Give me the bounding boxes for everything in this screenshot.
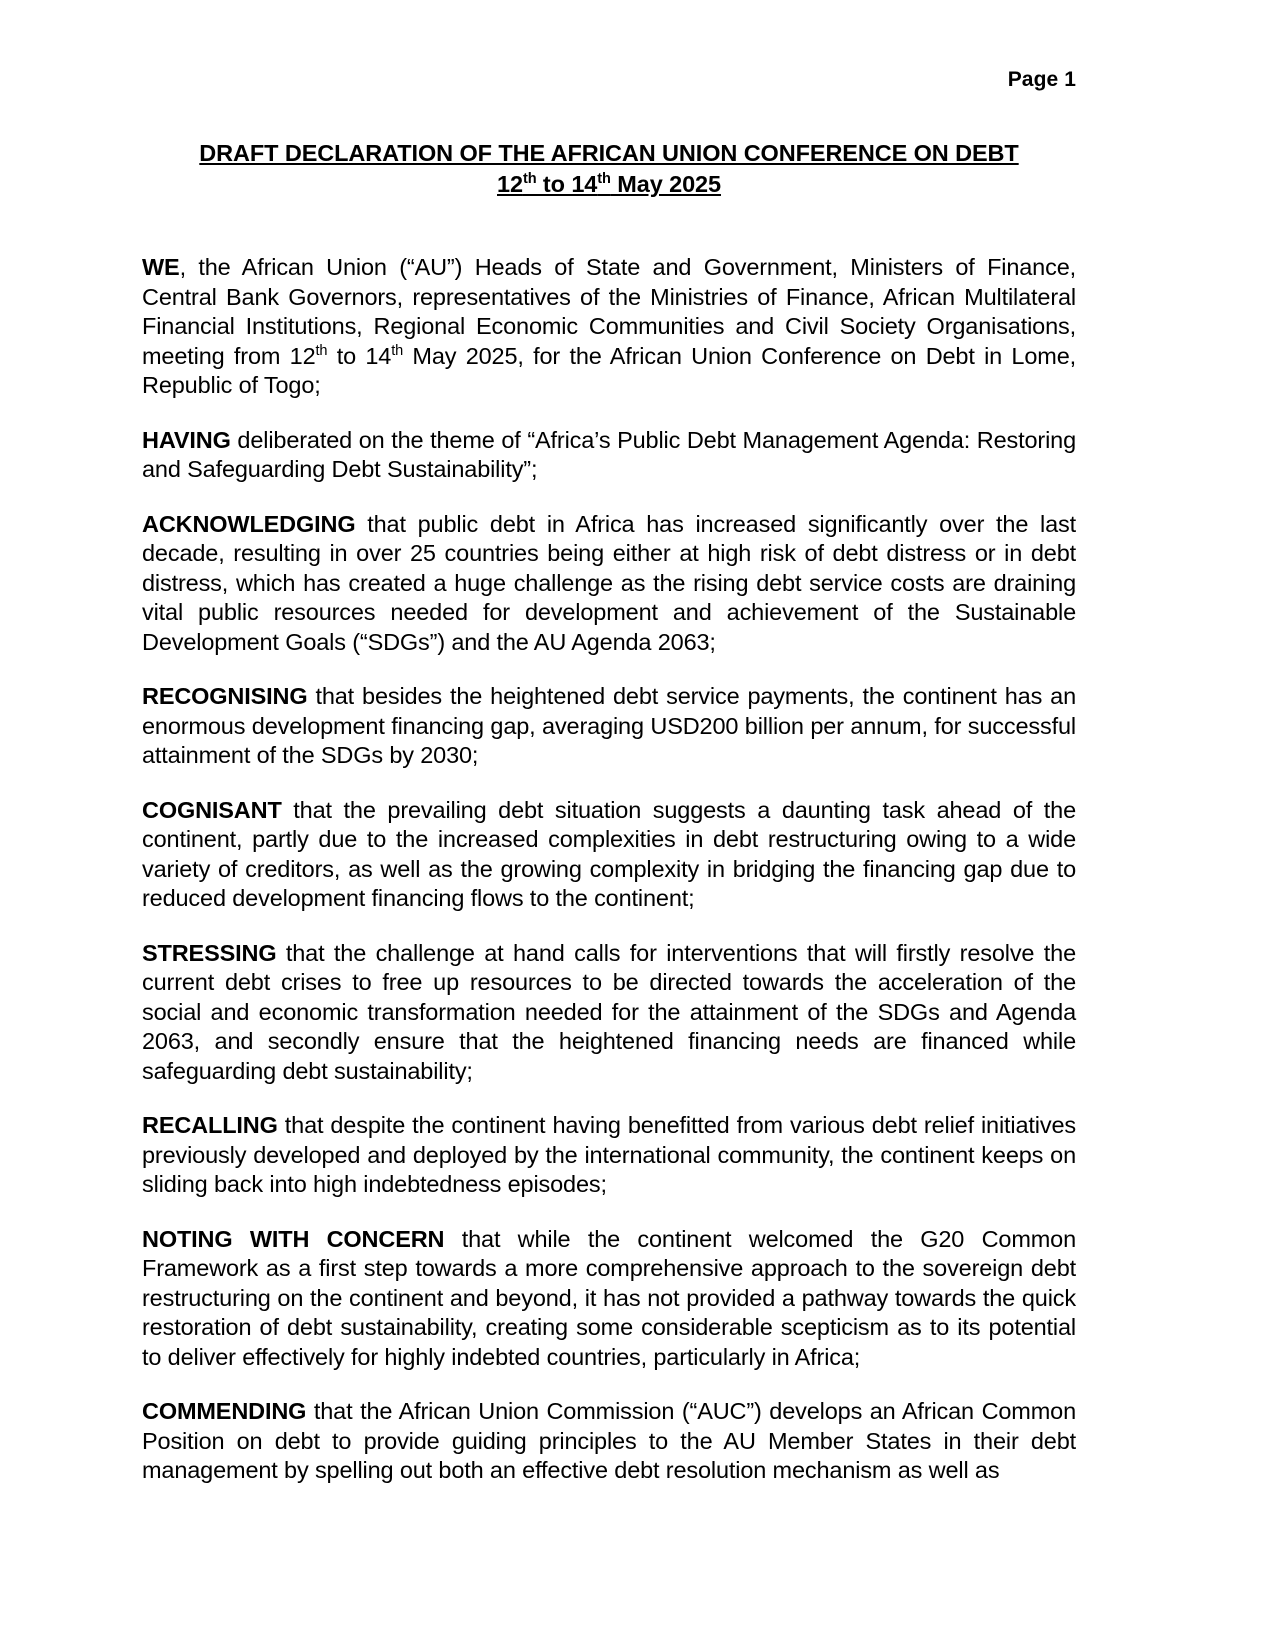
paragraph-text-acknowledging: that public debt in Africa has increased significantly over the last decade, resulting in over 25 countries being either at high risk of debt distress or in debt distress, which has created a huge challenge as the rising debt service costs are draining vital public resources needed for development and achievement of the Sustainable Development Goals (“SDGs”) and the AU Agenda 2063;	[142, 510, 1076, 655]
ordinal-suffix-icon: th	[391, 342, 404, 359]
paragraph-recalling	[142, 1111, 1076, 1200]
paragraph-text-stressing: that the challenge at hand calls for interventions that will firstly resolve the current debt crises to free up resources to be directed towards the acceleration of the social and economic transformation needed for the attainment of the SDGs and Agenda 2063, and secondly ensure that the heightened financing needs are financed while safeguarding debt sustainability;	[142, 939, 1076, 1084]
paragraph-text-we-2: to 14	[327, 342, 392, 369]
ordinal-suffix-icon: th	[522, 171, 537, 188]
paragraph-we	[142, 253, 1076, 401]
paragraph-text-cognisant: that the prevailing debt situation suggests a daunting task ahead of the continent, partly due to the increased complexities in debt restructuring owing to a wide variety of creditors, as well as the growing complexity in bridging the financing gap due to reduced development financing flows to the continent;	[142, 796, 1076, 911]
paragraph-commending	[142, 1397, 1076, 1486]
paragraph-acknowledging	[142, 510, 1076, 658]
page-number-header: Page 1	[1007, 68, 1076, 91]
title-date-end: May 2025	[610, 171, 721, 197]
paragraph-lead-acknowledging: ACKNOWLEDGING	[142, 510, 356, 537]
paragraph-text-we-3: May 2025, for the African Union Conference on Debt in Lome, Republic of Togo;	[142, 342, 1076, 398]
paragraph-cognisant	[142, 796, 1076, 914]
ordinal-suffix-icon: th	[315, 342, 328, 359]
paragraph-lead-recalling: RECALLING	[142, 1112, 278, 1138]
title-line-1	[142, 138, 1076, 169]
paragraph-lead-cognisant: COGNISANT	[142, 796, 282, 823]
paragraph-lead-recognising: RECOGNISING	[142, 683, 308, 709]
title-line-2	[142, 169, 1076, 200]
paragraph-text-recognising: that besides the heightened debt service payments, the continent has an enormous development financing gap, averaging USD200 billion per annum, for successful attainment of the SDGs by 2030;	[142, 683, 1076, 768]
paragraph-lead-stressing: STRESSING	[142, 939, 277, 966]
paragraph-lead-having: HAVING	[142, 426, 231, 453]
paragraph-lead-we: WE	[142, 254, 180, 280]
paragraph-text-we-1: , the African Union (“AU”) Heads of State and Government, Ministers of Finance, Central Bank Governors, representatives of the Ministries of Finance, African Multilateral Financial Institutions, Regional Economic Communities and Civil Society Organisations, meeting from 12	[142, 254, 1076, 369]
title-date-text	[497, 171, 721, 197]
document-title	[142, 138, 1076, 200]
title-spacer	[142, 200, 1076, 253]
paragraph-text-recalling: that despite the continent having benefitted from various debt relief initiatives previously developed and deployed by the international community, the continent keeps on sliding back into high indebtedness episodes;	[142, 1112, 1076, 1197]
paragraph-stressing	[142, 939, 1076, 1087]
paragraph-recognising	[142, 682, 1076, 771]
document-body	[142, 138, 1076, 1486]
title-line-1-text: DRAFT DECLARATION OF THE AFRICAN UNION CONFERENCE ON DEBT	[199, 140, 1019, 166]
title-date-day-start: 12	[497, 171, 523, 197]
paragraph-text-noting-with-concern: that while the continent welcomed the G20 Common Framework as a first step towards a more comprehensive approach to the sovereign debt restructuring on the continent and beyond, it has not provided a pathway towards the quick restoration of debt sustainability, creating some considerable scepticism as to its potential to deliver effectively for highly indebted countries, particularly in Africa;	[142, 1225, 1077, 1370]
paragraph-having	[142, 426, 1076, 485]
paragraph-noting-with-concern	[142, 1225, 1076, 1373]
ordinal-suffix-icon: th	[597, 171, 611, 188]
paragraph-text-having: deliberated on the theme of “Africa’s Public Debt Management Agenda: Restoring and Safeguarding Debt Sustainability”;	[142, 426, 1076, 482]
paragraph-lead-noting-with-concern: NOTING WITH CONCERN	[142, 1225, 445, 1252]
paragraph-text-commending: that the African Union Commission (“AUC”) develops an African Common Position on debt to provide guiding principles to the AU Member States in their debt management by spelling out both an effective debt resolution mechanism as well as	[142, 1398, 1076, 1483]
paragraph-lead-commending: COMMENDING	[142, 1398, 307, 1424]
title-date-middle: to 14	[536, 171, 598, 197]
